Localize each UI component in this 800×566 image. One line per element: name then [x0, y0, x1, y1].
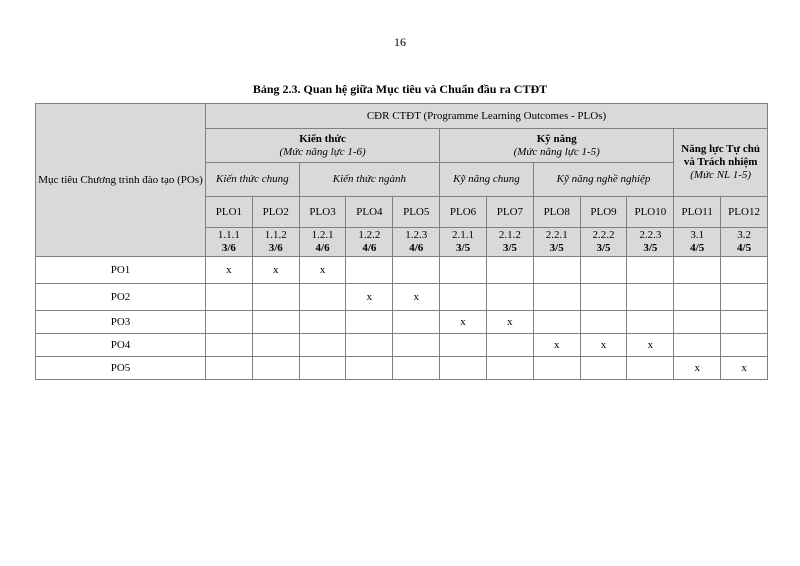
subgroup-professional-skills — [533, 163, 673, 197]
plo-level-cell — [252, 228, 299, 257]
mapping-cell — [393, 311, 440, 334]
po-plo-relationship-table — [35, 103, 768, 380]
mapping-cell — [299, 357, 346, 380]
group-skills — [440, 129, 674, 163]
mapping-cell — [440, 257, 487, 284]
mapping-cell — [346, 257, 393, 284]
plo-code-cell: PLO4 — [346, 197, 393, 228]
mapping-cell — [674, 311, 721, 334]
po-label-cell: PO3 — [36, 311, 206, 334]
subgroup-general-knowledge — [206, 163, 300, 197]
plo-level-cell — [299, 228, 346, 257]
mapping-cell — [440, 357, 487, 380]
plo-level: 3/5 — [643, 242, 658, 254]
subgroup-general-knowledge-label: Kiến thức chung — [216, 173, 289, 185]
mapping-cell: x — [346, 284, 393, 311]
mapping-cell — [486, 357, 533, 380]
mapping-cell — [721, 334, 768, 357]
mapping-cell — [674, 334, 721, 357]
mapping-cell — [721, 284, 768, 311]
mapping-cell — [299, 311, 346, 334]
mapping-cell — [533, 257, 580, 284]
plo-ref: 1.1.2 — [264, 229, 287, 241]
mapping-cell: x — [674, 357, 721, 380]
po-label-cell: PO2 — [36, 284, 206, 311]
mapping-cell: x — [580, 334, 627, 357]
mapping-cell — [206, 284, 253, 311]
plo-code-cell: PLO2 — [252, 197, 299, 228]
plo-ref: 1.1.1 — [217, 229, 240, 241]
mapping-cell — [440, 334, 487, 357]
plo-level-cell — [674, 228, 721, 257]
group-knowledge-subtitle: (Mức năng lực 1-6) — [279, 145, 366, 158]
plo-level-cell — [580, 228, 627, 257]
row-header-label: Mục tiêu Chương trình đào tạo (POs) — [38, 173, 203, 186]
mapping-cell — [674, 257, 721, 284]
mapping-cell — [533, 357, 580, 380]
table-row — [36, 257, 768, 284]
mapping-cell — [486, 257, 533, 284]
mapping-cell — [627, 284, 674, 311]
mapping-cell — [346, 334, 393, 357]
mapping-cell — [299, 334, 346, 357]
plo-level-cell — [393, 228, 440, 257]
mapping-cell: x — [533, 334, 580, 357]
mapping-cell — [580, 257, 627, 284]
table-row — [36, 284, 768, 311]
top-header-cell — [206, 104, 768, 129]
row-header-cell — [36, 104, 206, 257]
mapping-cell: x — [252, 257, 299, 284]
plo-level: 4/6 — [315, 242, 330, 254]
table-row — [36, 357, 768, 380]
plo-level-cell — [440, 228, 487, 257]
po-label-cell: PO5 — [36, 357, 206, 380]
group-autonomy — [674, 129, 768, 197]
plo-level: 4/6 — [362, 242, 377, 254]
po-label-cell: PO1 — [36, 257, 206, 284]
table-row — [36, 334, 768, 357]
mapping-cell — [252, 334, 299, 357]
mapping-cell — [252, 284, 299, 311]
mapping-cell: x — [440, 311, 487, 334]
mapping-cell — [440, 284, 487, 311]
mapping-cell — [627, 311, 674, 334]
po-label-cell: PO4 — [36, 334, 206, 357]
plo-level: 3/5 — [549, 242, 564, 254]
mapping-cell — [721, 311, 768, 334]
plo-code-cell: PLO7 — [486, 197, 533, 228]
mapping-cell — [533, 311, 580, 334]
mapping-cell — [674, 284, 721, 311]
plo-level-cell — [206, 228, 253, 257]
mapping-cell — [486, 334, 533, 357]
mapping-cell — [299, 284, 346, 311]
group-skills-subtitle: (Mức năng lực 1-5) — [513, 145, 600, 158]
plo-level-cell — [721, 228, 768, 257]
plo-code-cell: PLO11 — [674, 197, 721, 228]
plo-ref: 2.2.3 — [639, 229, 662, 241]
mapping-cell: x — [299, 257, 346, 284]
plo-ref: 2.1.2 — [498, 229, 521, 241]
mapping-cell: x — [721, 357, 768, 380]
mapping-cell — [206, 334, 253, 357]
plo-code-cell: PLO10 — [627, 197, 674, 228]
plo-level: 3/5 — [456, 242, 471, 254]
page-number: 16 — [394, 35, 406, 49]
mapping-cell — [627, 257, 674, 284]
plo-code-cell: PLO8 — [533, 197, 580, 228]
plo-code-cell: PLO6 — [440, 197, 487, 228]
plo-level: 3/5 — [502, 242, 517, 254]
subgroup-general-skills-label: Kỹ năng chung — [453, 173, 520, 185]
plo-code-cell: PLO9 — [580, 197, 627, 228]
plo-code-cell: PLO12 — [721, 197, 768, 228]
group-knowledge — [206, 129, 440, 163]
plo-level-cell — [346, 228, 393, 257]
subgroup-professional-skills-label: Kỹ năng nghề nghiệp — [556, 173, 651, 185]
mapping-cell — [393, 334, 440, 357]
plo-ref: 3.1 — [690, 229, 705, 241]
plo-ref: 3.2 — [737, 229, 751, 241]
group-autonomy-subtitle: (Mức NL 1-5) — [690, 169, 752, 181]
group-autonomy-title: Năng lực Tự chủ và Trách nhiệm — [681, 143, 760, 168]
mapping-cell — [486, 284, 533, 311]
group-knowledge-title: Kiến thức — [299, 132, 346, 145]
mapping-cell — [252, 357, 299, 380]
mapping-cell — [393, 257, 440, 284]
group-skills-title: Kỹ năng — [536, 132, 577, 145]
mapping-cell — [393, 357, 440, 380]
plo-ref: 1.2.3 — [405, 229, 428, 241]
mapping-cell — [580, 284, 627, 311]
table-caption: Bảng 2.3. Quan hệ giữa Mục tiêu và Chuẩn đầu ra CTĐT — [252, 82, 548, 96]
mapping-cell: x — [206, 257, 253, 284]
mapping-cell: x — [486, 311, 533, 334]
plo-code-cell: PLO3 — [299, 197, 346, 228]
subgroup-general-skills — [440, 163, 534, 197]
mapping-cell: x — [627, 334, 674, 357]
plo-ref: 1.2.2 — [358, 229, 381, 241]
mapping-cell — [206, 311, 253, 334]
plo-code-cell: PLO5 — [393, 197, 440, 228]
plo-ref: 2.2.1 — [545, 229, 568, 241]
table-row — [36, 311, 768, 334]
plo-level: 4/5 — [690, 242, 705, 254]
mapping-cell — [346, 357, 393, 380]
plo-code-cell: PLO1 — [206, 197, 253, 228]
mapping-cell — [580, 357, 627, 380]
subgroup-major-knowledge-label: Kiến thức ngành — [332, 173, 406, 185]
mapping-cell — [346, 311, 393, 334]
plo-level-cell — [533, 228, 580, 257]
plo-level: 3/6 — [268, 242, 283, 254]
mapping-cell — [627, 357, 674, 380]
plo-level: 4/5 — [737, 242, 752, 254]
plo-level: 3/5 — [596, 242, 611, 254]
plo-level: 3/6 — [221, 242, 236, 254]
mapping-cell — [252, 311, 299, 334]
mapping-cell — [533, 284, 580, 311]
plo-ref: 1.2.1 — [311, 229, 334, 241]
mapping-cell: x — [393, 284, 440, 311]
mapping-cell — [580, 311, 627, 334]
mapping-cell — [721, 257, 768, 284]
plo-ref: 2.2.2 — [592, 229, 615, 241]
plo-level-cell — [627, 228, 674, 257]
subgroup-major-knowledge — [299, 163, 439, 197]
plo-ref: 2.1.1 — [452, 229, 475, 241]
mapping-cell — [206, 357, 253, 380]
plo-level: 4/6 — [409, 242, 424, 254]
top-header-label: CĐR CTĐT (Programme Learning Outcomes - PLOs) — [366, 109, 607, 122]
plo-level-cell — [486, 228, 533, 257]
